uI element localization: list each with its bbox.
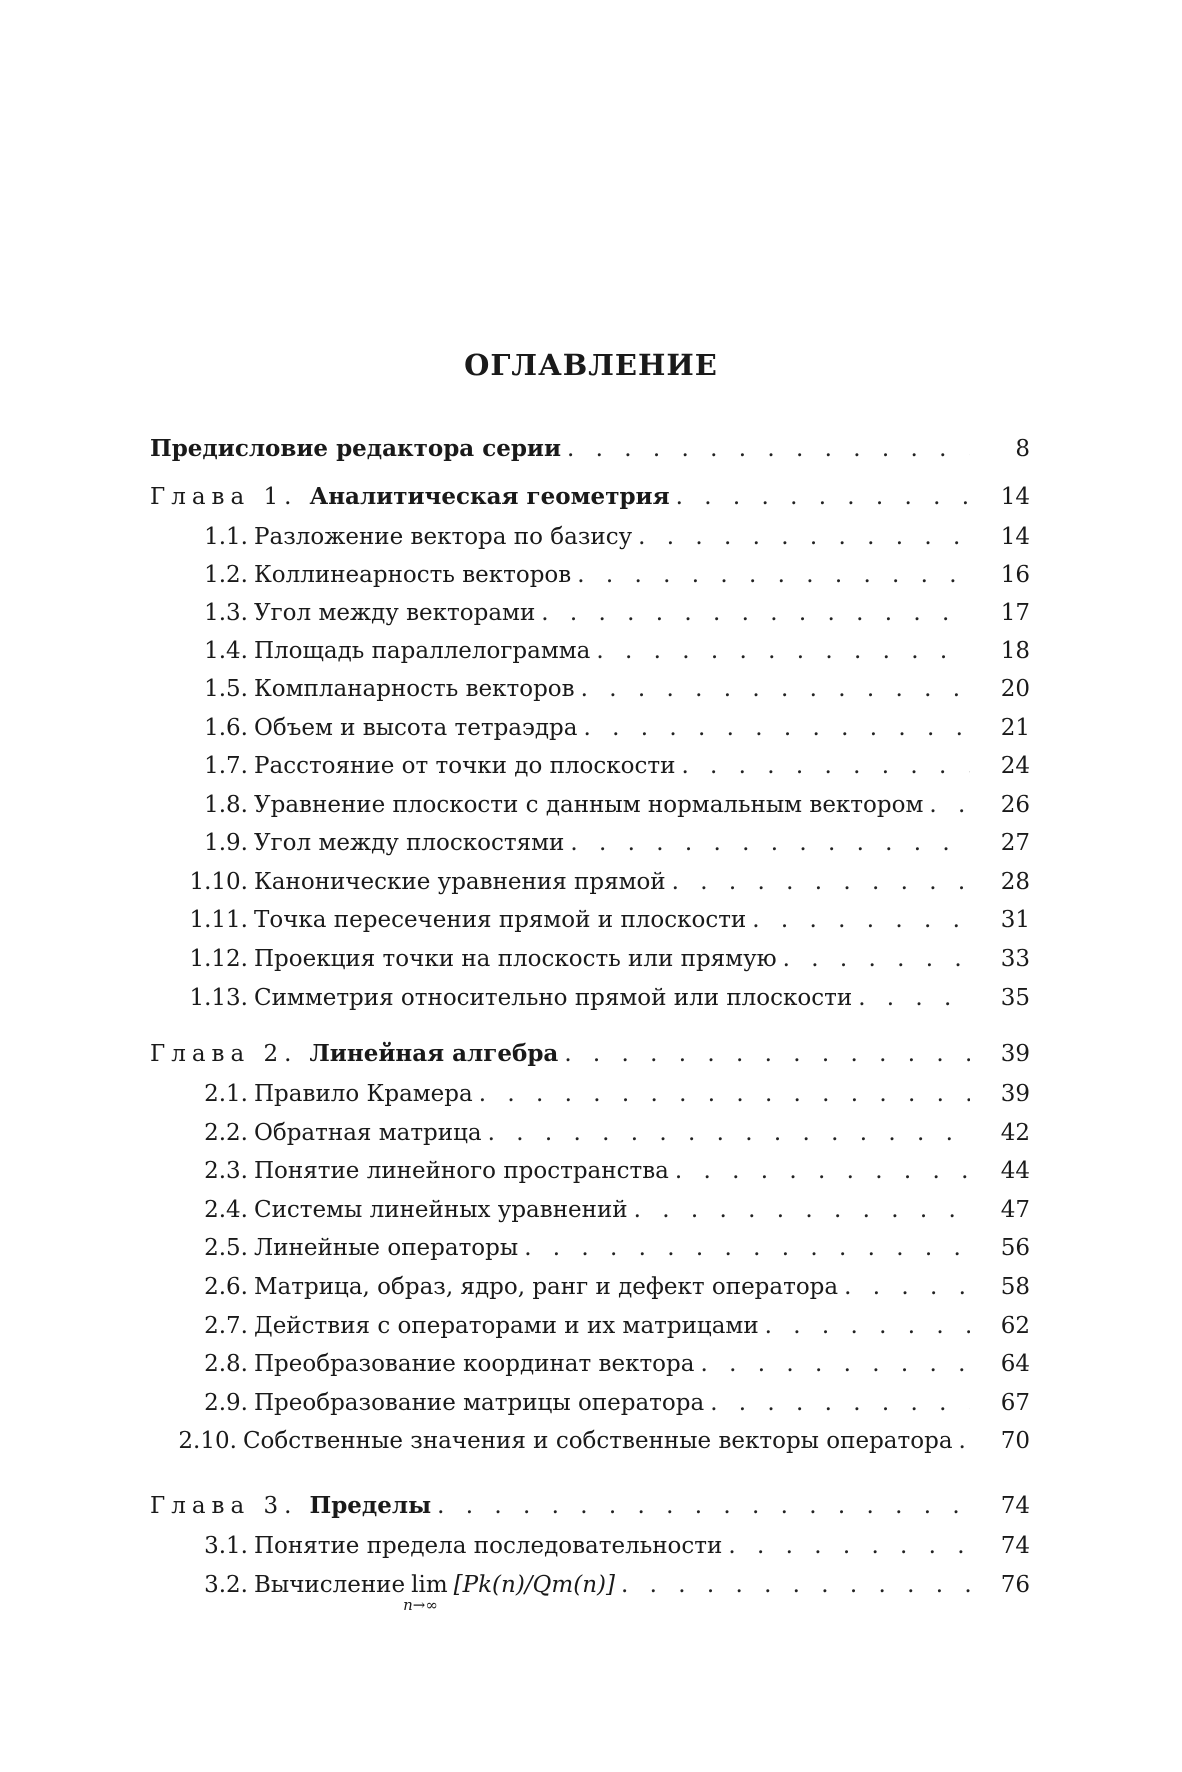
section-number: 2.9. — [204, 1390, 248, 1416]
toc-section[interactable] — [178, 865, 1030, 899]
leader-dots — [783, 942, 970, 976]
chapter-prefix: Глава 3. — [150, 1493, 298, 1519]
section-number: 2.1. — [204, 1081, 248, 1107]
section-number: 2.6. — [204, 1274, 248, 1300]
page-number: 70 — [1000, 1428, 1030, 1454]
section-number: 3.1. — [204, 1533, 248, 1559]
section-title: Системы линейных уравнений — [254, 1197, 628, 1223]
toc-section[interactable] — [178, 1193, 1030, 1227]
page-number: 31 — [1000, 907, 1030, 933]
leader-dots — [959, 1424, 979, 1458]
leader-dots — [858, 981, 970, 1015]
section-title: Симметрия относительно прямой или плоскости — [254, 985, 853, 1011]
leader-dots — [765, 1309, 970, 1343]
section-title: Понятие линейного пространства — [254, 1158, 669, 1184]
leader-dots — [672, 865, 970, 899]
toc-section[interactable] — [178, 903, 1030, 937]
leader-dots — [929, 788, 970, 822]
toc-section[interactable] — [178, 1231, 1030, 1265]
page-number: 74 — [1000, 1533, 1030, 1559]
section-number: 2.4. — [204, 1197, 248, 1223]
section-number: 2.3. — [204, 1158, 248, 1184]
page-number: 33 — [1000, 946, 1030, 972]
page-number: 20 — [1000, 676, 1030, 702]
chapter-prefix: Глава 1. — [150, 484, 298, 510]
section-title: Понятие предела последовательности — [254, 1533, 723, 1559]
leader-dots — [710, 1386, 970, 1420]
section-number: 1.12. — [189, 946, 248, 972]
toc-section[interactable] — [178, 1568, 1030, 1614]
section-number: 2.2. — [204, 1120, 248, 1146]
lim-text: lim — [411, 1572, 448, 1598]
section-title: Канонические уравнения прямой — [254, 869, 666, 895]
page-number: 42 — [1000, 1120, 1030, 1146]
toc-section[interactable] — [178, 1154, 1030, 1188]
toc-section[interactable] — [178, 981, 1030, 1015]
leader-dots — [596, 634, 970, 668]
toc-section[interactable] — [178, 1270, 1030, 1304]
page-number: 39 — [1000, 1041, 1030, 1067]
section-title: Угол между векторами — [254, 600, 536, 626]
section-number: 1.4. — [204, 638, 248, 664]
page-number: 27 — [1000, 830, 1030, 856]
limit-expression: [Pk(n)/Qm(n)] — [453, 1572, 615, 1598]
toc-preface[interactable] — [150, 432, 1030, 466]
leader-dots — [681, 749, 970, 783]
section-title: Точка пересечения прямой и плоскости — [254, 907, 747, 933]
page-number: 21 — [1000, 715, 1030, 741]
leader-dots — [488, 1116, 970, 1150]
toc-section[interactable] — [178, 1309, 1030, 1343]
section-number: 2.5. — [204, 1235, 248, 1261]
leader-dots — [437, 1489, 970, 1523]
section-title: Преобразование матрицы оператора — [254, 1390, 705, 1416]
toc-section[interactable] — [178, 1424, 1030, 1458]
section-number: 2.8. — [204, 1351, 248, 1377]
page-number: 64 — [1000, 1351, 1030, 1377]
page-number: 56 — [1000, 1235, 1030, 1261]
section-title: Матрица, образ, ядро, ранг и дефект оператора — [254, 1274, 839, 1300]
leader-dots — [634, 1193, 970, 1227]
toc-section[interactable] — [178, 711, 1030, 745]
chapter-title: Линейная алгебра — [309, 1040, 559, 1067]
leader-dots — [638, 520, 970, 554]
toc-section[interactable] — [178, 788, 1030, 822]
page-number: 62 — [1000, 1313, 1030, 1339]
leader-dots — [479, 1077, 970, 1111]
page-number: 26 — [1000, 792, 1030, 818]
toc-section[interactable] — [178, 558, 1030, 592]
leader-dots — [541, 596, 970, 630]
toc-section[interactable] — [178, 672, 1030, 706]
lim-subscript: n→∞ — [403, 1596, 438, 1614]
toc-section[interactable] — [178, 1347, 1030, 1381]
toc-section[interactable] — [178, 1386, 1030, 1420]
page-number: 35 — [1000, 985, 1030, 1011]
toc-section[interactable] — [178, 596, 1030, 630]
limit-operator — [403, 1568, 448, 1614]
section-title: Площадь параллелограмма — [254, 638, 591, 664]
page-number: 28 — [1000, 869, 1030, 895]
section-number: 1.6. — [204, 715, 248, 741]
leader-dots — [676, 480, 970, 514]
section-title: Угол между плоскостями — [254, 830, 565, 856]
page-number: 8 — [1015, 436, 1030, 462]
leader-dots — [675, 1154, 970, 1188]
leader-dots — [564, 1037, 970, 1071]
section-number: 1.1. — [204, 524, 248, 550]
leader-dots — [581, 672, 970, 706]
toc-chapter-1[interactable] — [150, 480, 1030, 514]
section-title: Преобразование координат вектора — [254, 1351, 695, 1377]
toc-section[interactable] — [178, 826, 1030, 860]
section-number: 2.10. — [178, 1428, 237, 1454]
leader-dots — [567, 432, 970, 466]
page-number: 44 — [1000, 1158, 1030, 1184]
page-number: 14 — [1000, 524, 1030, 550]
section-title: Компланарность векторов — [254, 676, 575, 702]
section-title: Объем и высота тетраэдра — [254, 715, 578, 741]
leader-dots — [570, 826, 970, 860]
leader-dots — [577, 558, 970, 592]
section-title: Расстояние от точки до плоскости — [254, 753, 676, 779]
toc-section[interactable] — [178, 1116, 1030, 1150]
section-number: 1.2. — [204, 562, 248, 588]
section-number: 1.8. — [204, 792, 248, 818]
toc-section[interactable] — [178, 942, 1030, 976]
page-number: 67 — [1000, 1390, 1030, 1416]
page-number: 76 — [1000, 1572, 1030, 1598]
page-number: 74 — [1000, 1493, 1030, 1519]
section-title: Вычисление — [254, 1572, 406, 1598]
toc-section[interactable] — [178, 1077, 1030, 1111]
page-number: 24 — [1000, 753, 1030, 779]
section-title: Действия с операторами и их матрицами — [254, 1313, 759, 1339]
section-title: Коллинеарность векторов — [254, 562, 572, 588]
section-number: 1.10. — [189, 869, 248, 895]
leader-dots — [728, 1529, 970, 1563]
section-title: Собственные значения и собственные векторы оператора — [242, 1428, 953, 1454]
chapter-title: Аналитическая геометрия — [309, 483, 670, 510]
section-number: 1.11. — [189, 907, 248, 933]
section-number: 3.2. — [204, 1572, 248, 1598]
page-number: 14 — [1000, 484, 1030, 510]
leader-dots — [844, 1270, 970, 1304]
chapter-title: Пределы — [309, 1492, 432, 1519]
section-title: Обратная матрица — [254, 1120, 482, 1146]
section-title: Линейные операторы — [254, 1235, 519, 1261]
leader-dots — [584, 711, 971, 745]
page-number: 47 — [1000, 1197, 1030, 1223]
section-title: Правило Крамера — [254, 1081, 473, 1107]
leader-dots — [524, 1231, 970, 1265]
leader-dots — [621, 1568, 970, 1602]
leader-dots — [700, 1347, 970, 1381]
toc-section[interactable] — [178, 749, 1030, 783]
page-title: ОГЛАВЛЕНИЕ — [464, 348, 718, 382]
section-title: Разложение вектора по базису — [254, 524, 633, 550]
page-number: 17 — [1000, 600, 1030, 626]
section-number: 2.7. — [204, 1313, 248, 1339]
preface-title: Предисловие редактора серии — [150, 435, 562, 462]
section-number: 1.7. — [204, 753, 248, 779]
toc-section[interactable] — [178, 634, 1030, 668]
section-number: 1.13. — [189, 985, 248, 1011]
chapter-prefix: Глава 2. — [150, 1041, 298, 1067]
toc-chapter-3[interactable] — [150, 1489, 1030, 1523]
toc-section[interactable] — [178, 520, 1030, 554]
section-title: Проекция точки на плоскость или прямую — [254, 946, 777, 972]
leader-dots — [752, 903, 970, 937]
page-number: 58 — [1000, 1274, 1030, 1300]
page-number: 39 — [1000, 1081, 1030, 1107]
section-number: 1.5. — [204, 676, 248, 702]
page-number: 18 — [1000, 638, 1030, 664]
toc-section[interactable] — [178, 1529, 1030, 1563]
page-number: 16 — [1000, 562, 1030, 588]
section-title: Уравнение плоскости с данным нормальным вектором — [254, 792, 924, 818]
section-number: 1.3. — [204, 600, 248, 626]
section-number: 1.9. — [204, 830, 248, 856]
toc-chapter-2[interactable] — [150, 1037, 1030, 1071]
